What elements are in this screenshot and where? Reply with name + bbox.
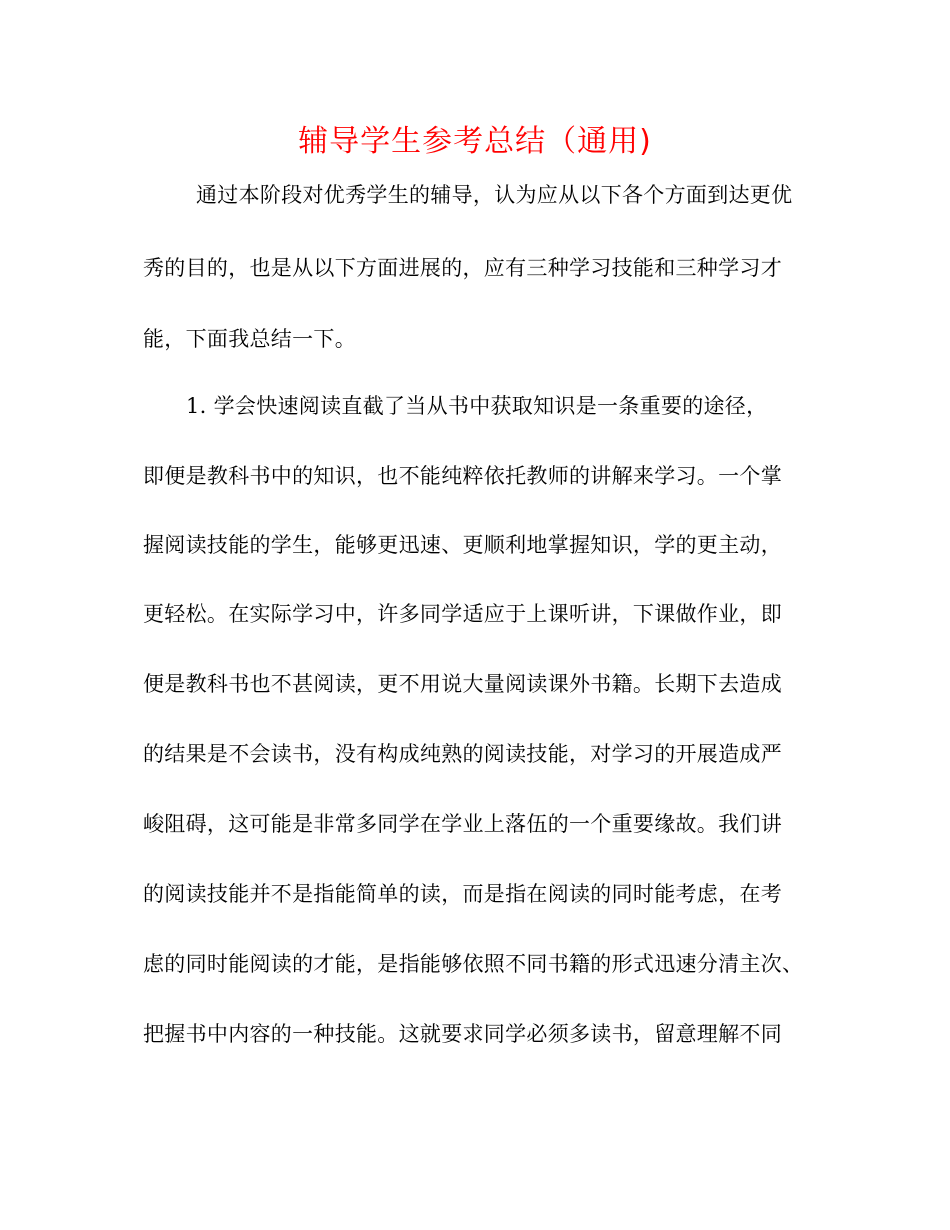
- paragraph-line-12: 虑的同时能阅读的才能，是指能够依照不同书籍的形式迅速分清主次、: [143, 952, 804, 976]
- paragraph-line-5: 即便是教科书中的知识，也不能纯粹依托教师的讲解来学习。一个掌: [143, 464, 782, 488]
- paragraph-line-1: 通过本阶段对优秀学生的辅导，认为应从以下各个方面到达更优: [196, 183, 793, 207]
- document-title: 辅导学生参考总结（通用): [298, 124, 652, 159]
- paragraph-line-8: 便是教科书也不甚阅读，更不用说大量阅读课外书籍。长期下去造成: [143, 672, 782, 696]
- paragraph-line-6: 握阅读技能的学生，能够更迅速、更顺利地掌握知识，学的更主动，: [143, 533, 782, 557]
- paragraph-line-3: 能，下面我总结一下。: [143, 327, 356, 351]
- paragraph-line-10: 峻阻碍，这可能是非常多同学在学业上落伍的一个重要缘故。我们讲: [143, 812, 782, 836]
- paragraph-line-7: 更轻松。在实际学习中，许多同学适应于上课听讲，下课做作业，即: [143, 602, 782, 626]
- paragraph-line-4: 1. 学会快速阅读直截了当从书中获取知识是一条重要的途径，: [186, 394, 768, 418]
- paragraph-line-11: 的阅读技能并不是指能简单的读，而是指在阅读的同时能考虑，在考: [143, 882, 782, 906]
- paragraph-line-2: 秀的目的，也是从以下方面进展的，应有三种学习技能和三种学习才: [143, 256, 782, 280]
- paragraph-line-13: 把握书中内容的一种技能。这就要求同学必须多读书，留意理解不同: [143, 1022, 782, 1046]
- paragraph-line-9: 的结果是不会读书，没有构成纯熟的阅读技能，对学习的开展造成严: [143, 742, 782, 766]
